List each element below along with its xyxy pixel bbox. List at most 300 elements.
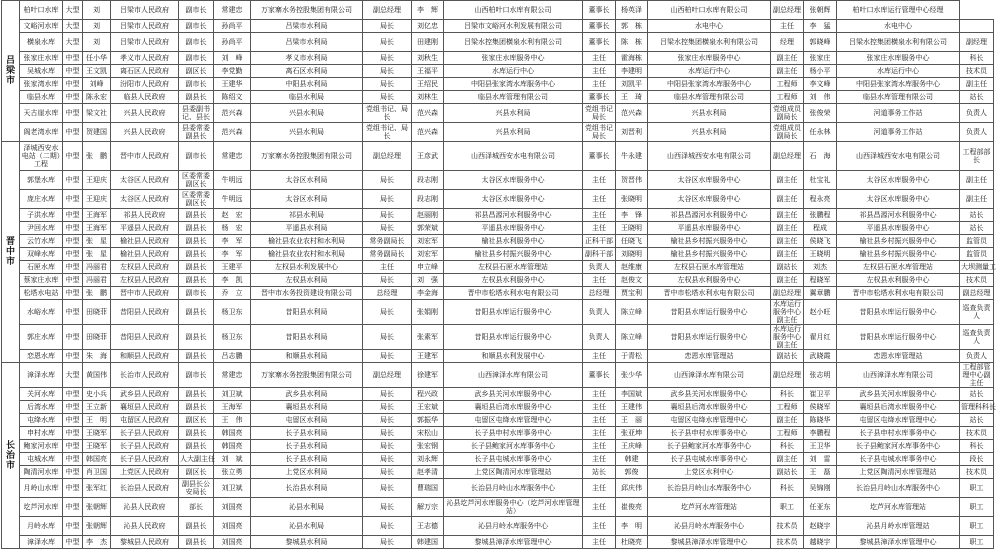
- table-cell: 副主任: [960, 78, 994, 91]
- table-cell: 兴县水利局: [444, 123, 583, 142]
- table-cell: 平遥县水利局: [251, 222, 363, 235]
- table-cell: 陈永宏: [83, 91, 111, 104]
- table-cell: 昔阳县水利局: [251, 325, 363, 350]
- table-cell: 副主任: [771, 209, 804, 222]
- table-cell: 平遥县水库服务中心: [837, 222, 960, 235]
- table-row: [2, 209, 994, 222]
- table-cell: 李党勤: [214, 65, 251, 78]
- table-cell: 王 琦: [616, 91, 648, 104]
- table-cell: 离石区人民政府: [111, 65, 179, 78]
- table-cell: 刘 强: [412, 274, 444, 287]
- city-cell: 吕梁市: [2, 1, 20, 142]
- table-cell: 李文峰: [804, 78, 837, 91]
- table-cell: 榆社县乡村振兴服务中心: [444, 248, 583, 261]
- table-cell: 副站长: [771, 466, 804, 479]
- table-cell: 吴锦刚: [804, 479, 837, 498]
- table-cell: 县委副书记、县长: [179, 104, 214, 123]
- table-row: [2, 440, 994, 453]
- table-cell: 贺晋伟: [616, 171, 648, 190]
- table-cell: 中阳县张家湾水库服务中心: [648, 78, 771, 91]
- table-cell: 张家庄水库服务中心: [444, 52, 583, 65]
- table-cell: 经理: [771, 33, 804, 52]
- table-cell: 万家寨水务控股集团有限公司: [251, 363, 363, 388]
- table-cell: 副主任: [771, 453, 804, 466]
- table-cell: 和顺县人民政府: [111, 350, 179, 363]
- table-cell: 副站长: [771, 350, 804, 363]
- table-cell: 张家庄水库服务中心: [837, 52, 960, 65]
- table-row: [2, 20, 994, 33]
- table-cell: 王晓军: [83, 440, 111, 453]
- table-cell: 长治县月岭山水库服务中心: [837, 479, 960, 498]
- table-cell: 工程部部长: [960, 142, 994, 171]
- table-cell: 副主任: [771, 190, 804, 209]
- table-cell: 郭振华: [412, 414, 444, 427]
- table-cell: 榆社县乡村振兴服务中心: [648, 248, 771, 261]
- table-cell: 襄垣县后湾水库服务中心: [837, 401, 960, 414]
- table-cell: 左权县水利服务中心: [444, 274, 583, 287]
- table-cell: 刘国亮: [214, 517, 251, 536]
- table-cell: 局长: [363, 65, 412, 78]
- table-cell: 水库运行服务中心副主任: [771, 325, 804, 350]
- table-row: [2, 33, 994, 52]
- table-cell: 主任: [771, 20, 804, 33]
- table-cell: 工程师: [771, 78, 804, 91]
- table-cell: 张俊荣: [804, 104, 837, 123]
- table-cell: 副县长: [179, 388, 214, 401]
- table-cell: 左权县人民政府: [111, 274, 179, 287]
- table-cell: 吕梁水控集团横泉水利有限公司: [837, 33, 960, 52]
- table-cell: 中型: [63, 517, 83, 536]
- table-cell: 局长: [363, 466, 412, 479]
- table-cell: 天古崖水库: [20, 104, 63, 123]
- table-cell: 临县水库管理有限公司: [444, 91, 583, 104]
- table-cell: 贾宝利: [616, 287, 648, 300]
- table-cell: 局长: [363, 209, 412, 222]
- table-cell: 兴县水利局: [444, 104, 583, 123]
- table-cell: 任亚东: [804, 498, 837, 517]
- table-cell: 沁县圪芦河水库服务中心（圪芦河水库管理站）: [444, 498, 583, 517]
- table-cell: 黎城县漳泽水库管理中心: [648, 536, 771, 549]
- table-cell: 刘 雷: [804, 453, 837, 466]
- table-cell: 襄垣县后湾水库服务中心: [444, 401, 583, 414]
- table-cell: 孝义市人民政府: [111, 52, 179, 65]
- table-cell: 中型: [63, 453, 83, 466]
- table-cell: 王建华: [214, 78, 251, 91]
- table-cell: 阁老湾水库: [20, 123, 63, 142]
- table-cell: 负责人: [960, 350, 994, 363]
- table-row: [2, 300, 994, 325]
- table-cell: 局长: [363, 33, 412, 52]
- table-cell: 韩建: [616, 453, 648, 466]
- table-cell: 局长: [363, 325, 412, 350]
- table-cell: 祁县昌源河水利服务中心: [837, 209, 960, 222]
- table-cell: 月岭山水库: [20, 479, 63, 498]
- table-cell: 晋中市人民政府: [111, 287, 179, 300]
- table-cell: 局长: [363, 479, 412, 498]
- table-cell: 中型: [63, 222, 83, 235]
- table-row: [2, 414, 994, 427]
- table-cell: 科长: [960, 440, 994, 453]
- table-cell: 副总经理: [771, 287, 804, 300]
- table-cell: 李 凯: [214, 274, 251, 287]
- table-cell: 副区长: [179, 466, 214, 479]
- table-cell: 中型: [63, 248, 83, 261]
- table-cell: 大型: [63, 1, 83, 20]
- table-cell: 后湾水库: [20, 401, 63, 414]
- table-cell: 中型: [63, 287, 83, 300]
- table-cell: 沁县月岭水库服务中心: [648, 517, 771, 536]
- table-cell: 张鹏程: [804, 209, 837, 222]
- table-cell: 中型: [63, 190, 83, 209]
- table-cell: 王宏斌: [412, 401, 444, 414]
- table-cell: 范兴森: [412, 123, 444, 142]
- table-cell: 李鹏程: [804, 427, 837, 440]
- table-cell: 上党区陶清河水库管理站: [837, 466, 960, 479]
- table-cell: 副总经理: [363, 363, 412, 388]
- table-cell: 张立勇: [214, 466, 251, 479]
- table-cell: 副县长: [179, 536, 214, 549]
- table-cell: 赵维康: [616, 261, 648, 274]
- table-cell: 负责人: [583, 300, 616, 325]
- table-cell: 副县长: [179, 401, 214, 414]
- table-cell: 吕梁市水利局: [251, 33, 363, 52]
- table-cell: 晋中市人民政府: [111, 142, 179, 171]
- table-cell: 长治县水利局: [251, 479, 363, 498]
- table-cell: 刘宏军: [412, 235, 444, 248]
- table-cell: 昔阳县人民政府: [111, 325, 179, 350]
- city-cell: 长治市: [2, 363, 20, 549]
- table-row: [2, 498, 994, 517]
- table-cell: 祁县昌源河水利服务中心: [444, 209, 583, 222]
- table-cell: 武乡县关河水库服务中心: [444, 388, 583, 401]
- table-cell: 王晓明: [804, 248, 837, 261]
- table-cell: 中阳县张家湾水库服务中心: [444, 78, 583, 91]
- table-cell: 中型: [63, 350, 83, 363]
- table-cell: 刘峰: [83, 78, 111, 91]
- table-cell: 中型: [63, 300, 83, 325]
- table-cell: 张晓明: [616, 190, 648, 209]
- table-cell: 党组书记、局长: [363, 104, 412, 123]
- table-cell: 任小华: [83, 52, 111, 65]
- table-cell: 临县人民政府: [111, 91, 179, 104]
- table-cell: 职工: [771, 498, 804, 517]
- table-cell: 长子县屯城水库事务中心: [648, 453, 771, 466]
- table-cell: 翼章鹏: [804, 287, 837, 300]
- table-row: [2, 123, 994, 142]
- table-cell: 屯城水库: [20, 453, 63, 466]
- table-cell: 昔阳县水库运行服务中心: [648, 300, 771, 325]
- table-cell: 李 杰: [83, 536, 111, 549]
- table-cell: 副市长: [179, 287, 214, 300]
- table-cell: 申村水库: [20, 427, 63, 440]
- table-cell: 河道事务工作站: [837, 104, 960, 123]
- table-cell: 宋松山: [412, 427, 444, 440]
- table-cell: 副总经理: [363, 1, 412, 20]
- table-cell: 黎城县人民政府: [111, 536, 179, 549]
- table-body: [2, 1, 994, 549]
- table-cell: 朱 海: [83, 350, 111, 363]
- table-cell: 吕梁水控集团横泉水利有限公司: [444, 33, 583, 52]
- table-cell: 左权县水利服务中心: [837, 274, 960, 287]
- table-cell: 科长: [771, 440, 804, 453]
- table-cell: 吕梁市人民政府: [111, 33, 179, 52]
- table-cell: 主任: [583, 517, 616, 536]
- table-cell: 屯留区人民政府: [111, 414, 179, 427]
- table-cell: 长子县水利局: [251, 440, 363, 453]
- table-cell: 副主任: [771, 274, 804, 287]
- table-cell: 负责人: [583, 325, 616, 350]
- table-cell: 昔阳县水库运行服务中心: [837, 300, 960, 325]
- table-cell: 漳泽水库: [20, 536, 63, 549]
- table-cell: 山西漳泽水库有限公司: [648, 363, 771, 388]
- table-cell: 牛明远: [214, 171, 251, 190]
- table-cell: 部长: [179, 498, 214, 517]
- table-cell: 兴县水利局: [251, 104, 363, 123]
- table-cell: 临县水利局: [251, 91, 363, 104]
- table-cell: 张军红: [83, 479, 111, 498]
- table-cell: 王彦武: [412, 142, 444, 171]
- table-cell: 副县长: [179, 427, 214, 440]
- table-row: [2, 104, 994, 123]
- table-row: [2, 78, 994, 91]
- table-cell: 榆社县乡村振兴服务中心: [837, 248, 960, 261]
- table-cell: 常务副局长: [363, 248, 412, 261]
- table-cell: 兴县水利局: [648, 123, 771, 142]
- table-cell: 局长: [363, 440, 412, 453]
- table-cell: 长子县人民政府: [111, 427, 179, 440]
- table-cell: 中型: [63, 427, 83, 440]
- table-cell: 中型: [63, 142, 83, 171]
- table-cell: 主任: [583, 440, 616, 453]
- table-cell: 大型: [63, 20, 83, 33]
- city-cell: 晋中市: [2, 142, 20, 363]
- table-cell: 副总经理: [771, 363, 804, 388]
- table-cell: 职工: [960, 517, 994, 536]
- table-cell: 崔俊亮: [616, 498, 648, 517]
- table-cell: 太谷区人民政府: [111, 171, 179, 190]
- table-cell: 水库运行中心: [648, 65, 771, 78]
- table-cell: 巡查负责人: [960, 325, 994, 350]
- table-cell: 中型: [63, 91, 83, 104]
- table-cell: 王 磊: [804, 466, 837, 479]
- table-cell: 榆社县乡村振兴服务中心: [837, 235, 960, 248]
- table-cell: 上党区人民政府: [111, 466, 179, 479]
- table-cell: 主任: [583, 52, 616, 65]
- table-cell: 榆社县人民政府: [111, 248, 179, 261]
- table-cell: 晋中市松塔水利水电有限公司: [648, 287, 771, 300]
- table-cell: 陈立峰: [616, 300, 648, 325]
- table-cell: 工程部管理中心副主任: [960, 363, 994, 388]
- table-cell: 左权县石匣水库管理站: [444, 261, 583, 274]
- table-cell: 泽城西安水电站（二期）工程: [20, 142, 63, 171]
- table-cell: 兴县人民政府: [111, 104, 179, 123]
- table-cell: 长子县水利局: [251, 427, 363, 440]
- table-cell: 党组书记局长: [583, 123, 616, 142]
- table-cell: 董事长: [583, 91, 616, 104]
- table-cell: 张家庄水库服务中心: [648, 52, 771, 65]
- table-cell: 赵晓宇: [804, 517, 837, 536]
- table-cell: 沁县月岭水库服务中心: [444, 517, 583, 536]
- table-cell: 郭晓峰: [804, 33, 837, 52]
- table-cell: 负责人: [960, 104, 994, 123]
- table-cell: 张 星: [83, 235, 111, 248]
- table-cell: 黄国伟: [83, 363, 111, 388]
- table-cell: 张家湾水库: [20, 78, 63, 91]
- table-cell: 柏叶口水库运行管理中心经理: [837, 1, 960, 20]
- table-cell: 张朝辉: [804, 1, 837, 20]
- table-cell: 郭俊: [616, 466, 648, 479]
- table-cell: 王晓军: [83, 427, 111, 440]
- table-cell: 韩国亮: [214, 440, 251, 453]
- table-row: [2, 401, 994, 414]
- table-cell: 副市长: [179, 33, 214, 52]
- table-cell: 陶清河水库: [20, 466, 63, 479]
- table-cell: 中型: [63, 536, 83, 549]
- table-cell: 昔阳县人民政府: [111, 300, 179, 325]
- table-cell: 杨 宏: [214, 222, 251, 235]
- table-cell: 张 鹏: [83, 142, 111, 171]
- table-cell: 副市长: [179, 20, 214, 33]
- table-cell: 孙尚平: [214, 33, 251, 52]
- table-cell: 晋中市松塔水利水电有限公司: [444, 287, 583, 300]
- table-cell: 长治市人民政府: [111, 363, 179, 388]
- table-cell: 职工: [960, 498, 994, 517]
- table-cell: 中型: [63, 498, 83, 517]
- table-cell: 副市长: [179, 78, 214, 91]
- table-cell: 任晓飞: [616, 235, 648, 248]
- table-cell: 武晓霞: [804, 350, 837, 363]
- table-cell: 大型: [63, 33, 83, 52]
- table-cell: 副主任: [771, 414, 804, 427]
- table-cell: 程成: [804, 222, 837, 235]
- table-cell: 长治县月岭山水库服务中心: [648, 479, 771, 498]
- table-cell: 屯留区水利局: [251, 414, 363, 427]
- table-cell: 副主任: [960, 171, 994, 190]
- table-cell: 松塔水电站: [20, 287, 63, 300]
- table-row: [2, 91, 994, 104]
- table-cell: 万家寨水务控股集团有限公司: [251, 142, 363, 171]
- table-cell: 中型: [63, 123, 83, 142]
- table-cell: 张娟刚: [412, 300, 444, 325]
- table-cell: 王卫华: [804, 440, 837, 453]
- table-cell: 沁县人民政府: [111, 517, 179, 536]
- table-cell: 中型: [63, 52, 83, 65]
- table-cell: 长治县人民政府: [111, 479, 179, 498]
- table-cell: 中型: [63, 388, 83, 401]
- table-cell: 长子县申村水库事务中心: [444, 427, 583, 440]
- table-cell: 段长: [960, 453, 994, 466]
- table-cell: 刘卫斌: [214, 388, 251, 401]
- table-row: [2, 453, 994, 466]
- table-cell: 中阳县水利局: [251, 78, 363, 91]
- table-row: [2, 325, 994, 350]
- table-cell: 李 猛: [804, 20, 837, 33]
- table-cell: 中型: [63, 325, 83, 350]
- table-row: [2, 52, 994, 65]
- table-cell: 榆社县水利服务中心: [444, 235, 583, 248]
- table-cell: 主任: [583, 536, 616, 549]
- table-cell: 刘: [83, 1, 111, 20]
- table-row: [2, 65, 994, 78]
- table-cell: 孝义市水利局: [251, 52, 363, 65]
- table-cell: 左权县人民政府: [111, 261, 179, 274]
- table-row: [2, 427, 994, 440]
- table-cell: 太谷区水库服务中心: [837, 171, 960, 190]
- table-cell: 长子县鲍家河水库事务中心: [648, 440, 771, 453]
- table-cell: 党组书记、局长: [363, 123, 412, 142]
- table-cell: 李 辉: [412, 1, 444, 20]
- table-cell: 昔阳县水库运行服务中心: [837, 325, 960, 350]
- table-cell: 技术员: [960, 274, 994, 287]
- table-cell: 站长: [583, 466, 616, 479]
- table-cell: 主任: [583, 479, 616, 498]
- table-cell: 刘国亮: [214, 498, 251, 517]
- table-cell: 乔 立: [214, 287, 251, 300]
- table-row: [2, 248, 994, 261]
- table-cell: 技术员: [771, 517, 804, 536]
- table-cell: 武乡县关河水库服务中心: [837, 388, 960, 401]
- table-row: [2, 517, 994, 536]
- table-cell: 郭庄水库: [20, 325, 63, 350]
- table-cell: 冯丽君: [83, 261, 111, 274]
- table-cell: 吕梁市水利局: [251, 20, 363, 33]
- table-cell: 王海军: [214, 401, 251, 414]
- table-cell: 刘晓明: [616, 248, 648, 261]
- table-cell: 局长: [363, 52, 412, 65]
- table-cell: 技术员: [771, 536, 804, 549]
- table-row: [2, 171, 994, 190]
- table-cell: 张素军: [412, 325, 444, 350]
- table-cell: 子洪水库: [20, 209, 63, 222]
- table-cell: 副主任: [771, 222, 804, 235]
- table-cell: 监管员: [960, 235, 994, 248]
- table-cell: 梁文社: [83, 104, 111, 123]
- table-cell: 刘宏军: [412, 248, 444, 261]
- table-cell: 管理科科长: [960, 401, 994, 414]
- table-cell: 中型: [63, 78, 83, 91]
- table-cell: 于青松: [616, 350, 648, 363]
- table-cell: 副经理: [960, 33, 994, 52]
- table-cell: 黎城县漳泽水库管理中心: [444, 536, 583, 549]
- table-cell: 刘国亮: [214, 536, 251, 549]
- table-cell: 祁县人民政府: [111, 209, 179, 222]
- table-cell: 韩国亮: [83, 453, 111, 466]
- table-cell: 吕梁市人民政府: [111, 20, 179, 33]
- table-cell: 副主任: [771, 52, 804, 65]
- table-cell: 王海军: [83, 222, 111, 235]
- table-cell: 副县长: [179, 350, 214, 363]
- table-cell: 郭 栋: [616, 20, 648, 33]
- table-cell: 兴县水利局: [648, 104, 771, 123]
- table-cell: 侯晓飞: [804, 235, 837, 248]
- table-cell: 襄垣县水利局: [251, 401, 363, 414]
- table-cell: 吕梁市文峪河水利发展有限公司: [444, 20, 583, 33]
- table-cell: 太谷区水库服务中心: [837, 190, 960, 209]
- table-cell: 杨小平: [804, 65, 837, 78]
- table-cell: 郭荣斌: [412, 222, 444, 235]
- table-cell: 副县长: [179, 91, 214, 104]
- table-cell: 榆社县农业农村和水利局: [251, 248, 363, 261]
- table-cell: 太谷区人民政府: [111, 190, 179, 209]
- table-cell: 月岭水库: [20, 517, 63, 536]
- table-cell: 榆社县人民政府: [111, 235, 179, 248]
- table-cell: 主任: [583, 414, 616, 427]
- table-cell: 局长: [363, 274, 412, 287]
- table-cell: 牛明远: [214, 190, 251, 209]
- table-cell: 王文凯: [83, 65, 111, 78]
- table-cell: 杜晓亮: [616, 536, 648, 549]
- table-cell: 冯丽君: [83, 274, 111, 287]
